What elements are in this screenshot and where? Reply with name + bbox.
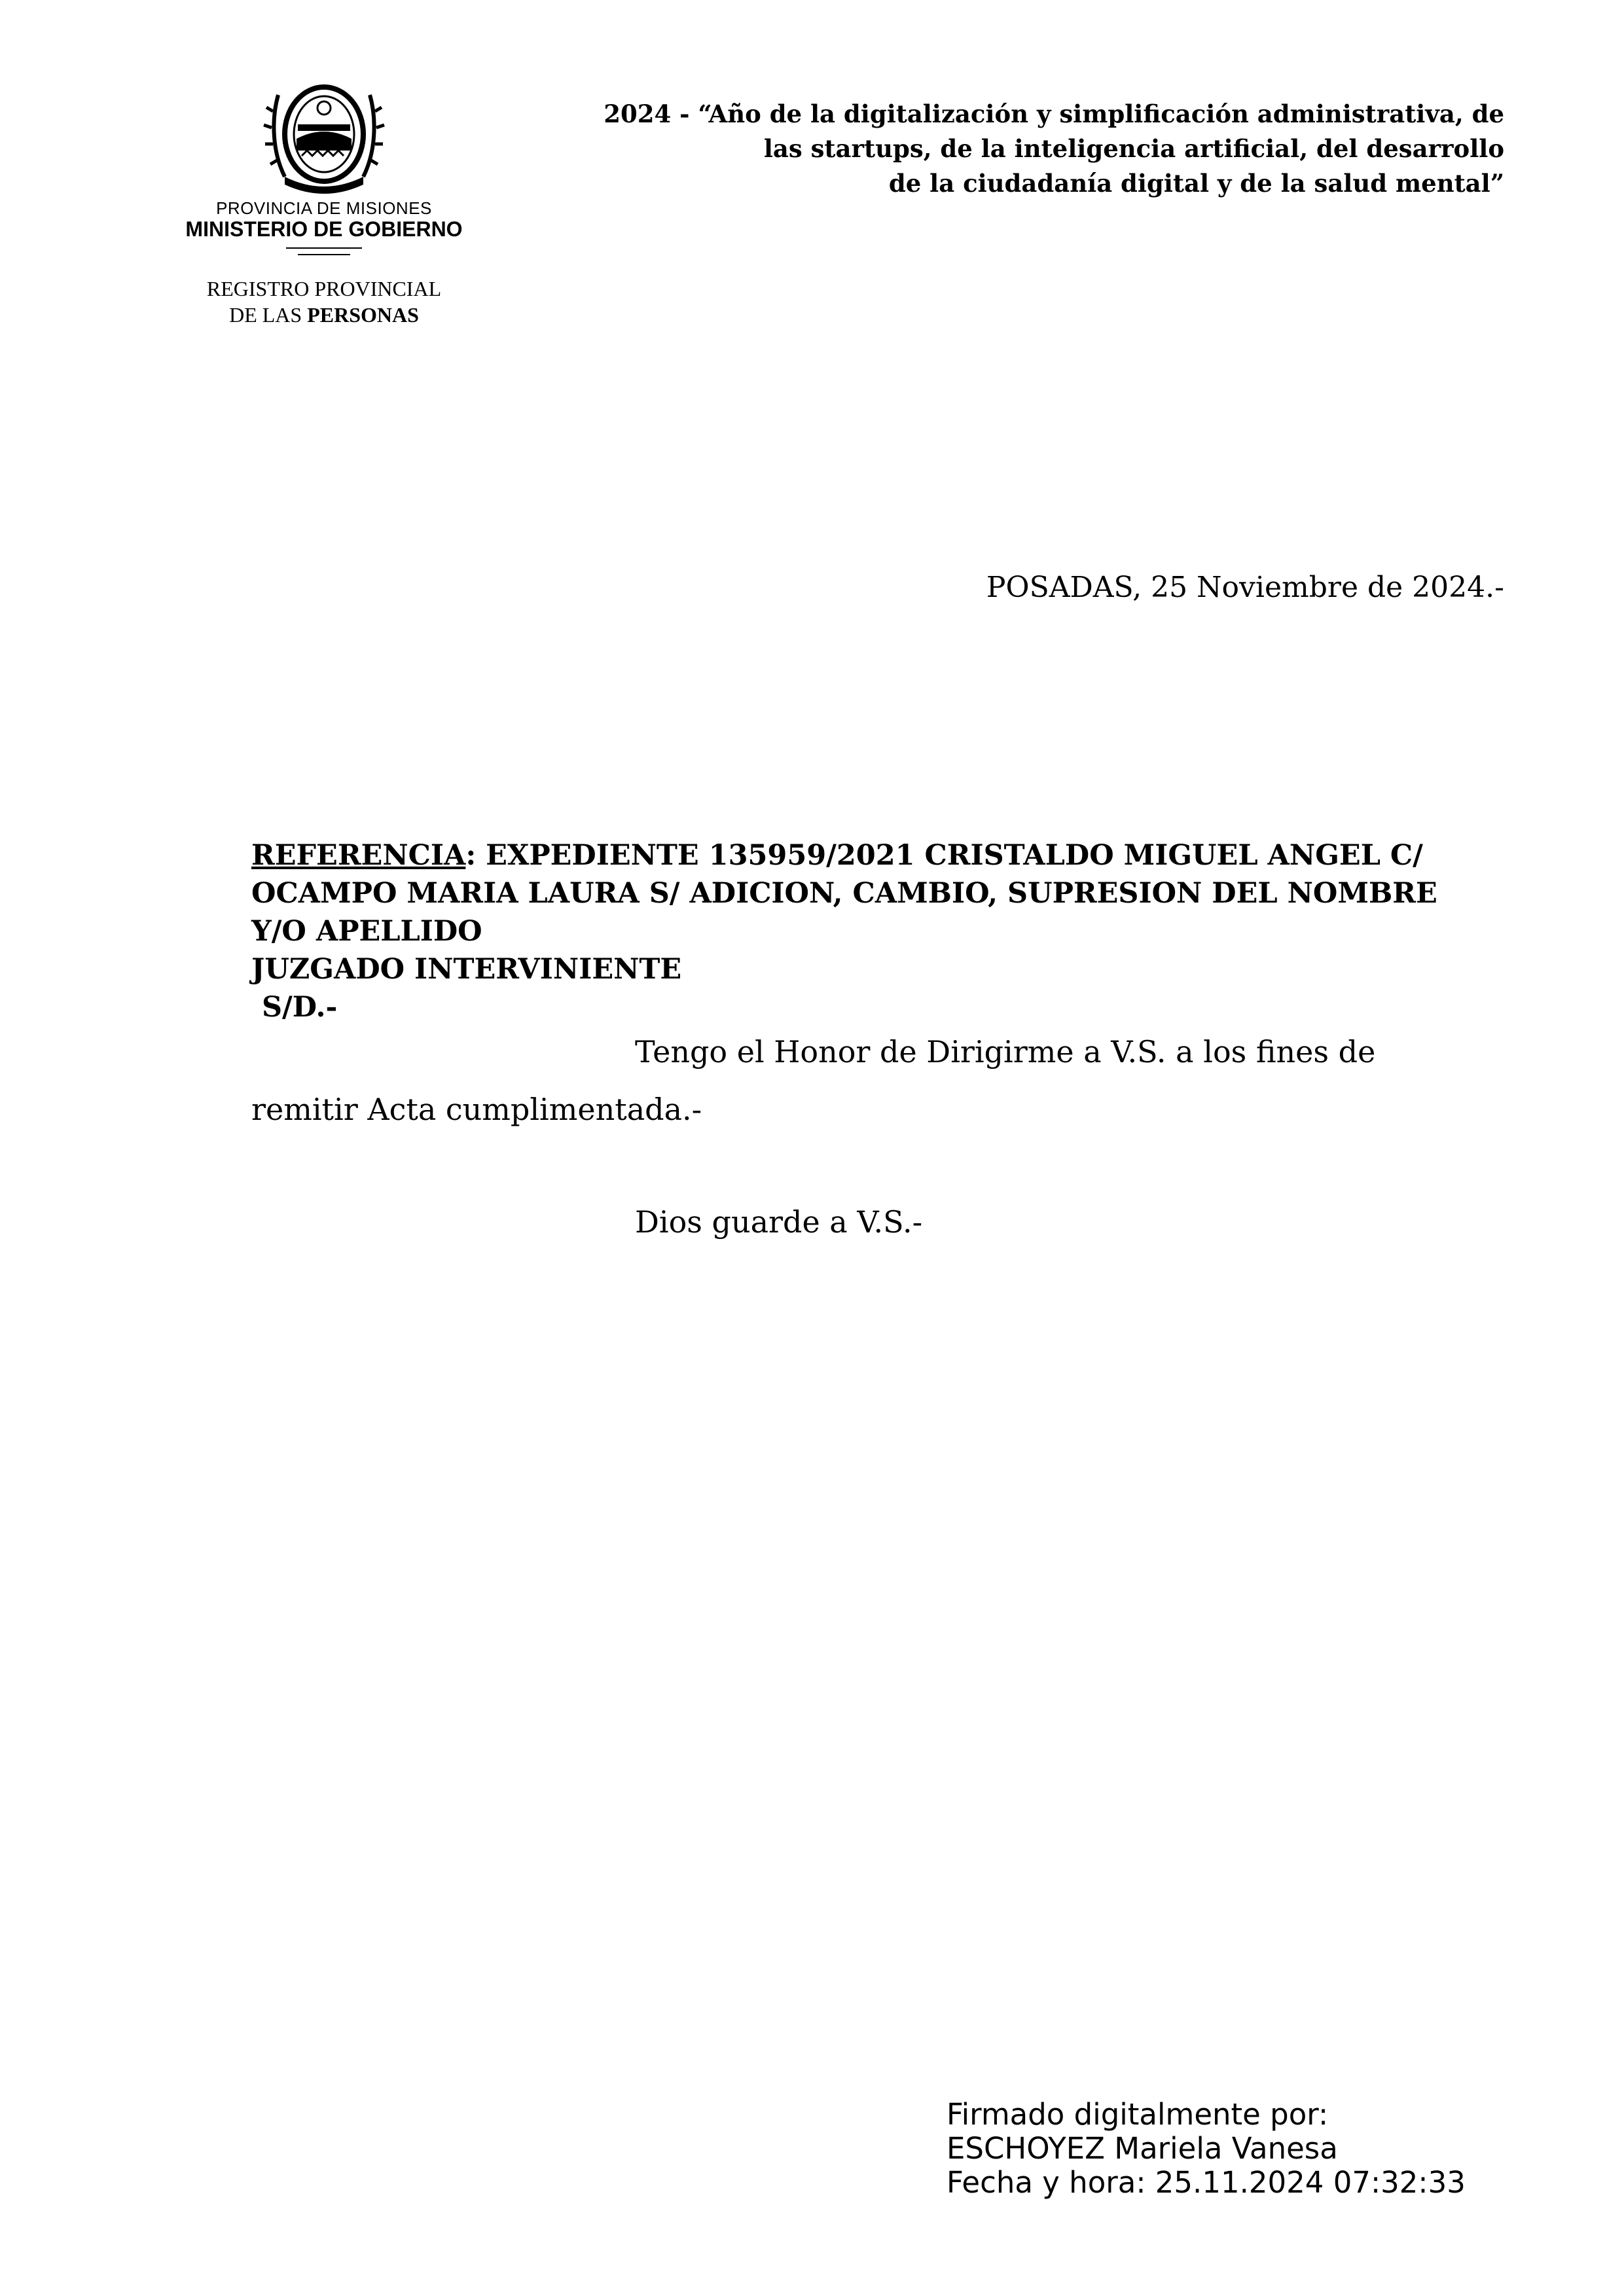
closing-line: Dios guarde a V.S.- xyxy=(635,1204,923,1240)
motto-line: de la ciudadanía digital y de la salud mental” xyxy=(888,169,1504,198)
date-line: POSADAS, 25 Noviembre de 2024.- xyxy=(986,571,1504,604)
reference-line-1: : EXPEDIENTE 135959/2021 CRISTALDO MIGUEL ANGEL C/ xyxy=(465,839,1423,872)
motto-line: 2024 - “Año de la digitalización y simplificación administrativa, de xyxy=(604,99,1504,128)
reference-line-2: OCAMPO MARIA LAURA S/ ADICION, CAMBIO, SUPRESION DEL NOMBRE xyxy=(251,877,1437,910)
body-line-1: Tengo el Honor de Dirigirme a V.S. a los fines de xyxy=(635,1034,1376,1069)
department-line-2-prefix: DE LAS xyxy=(229,303,302,327)
digital-signature-block xyxy=(947,2098,1536,2200)
provincial-seal-logo xyxy=(259,79,389,196)
letterhead-rule xyxy=(298,254,350,255)
department-line-2 xyxy=(164,303,484,327)
letterhead-rule xyxy=(286,247,362,249)
province-name: PROVINCIA DE MISIONES xyxy=(216,198,432,218)
recipient-line: JUZGADO INTERVINIENTE xyxy=(251,953,682,986)
reference-line-3: Y/O APELLIDO xyxy=(251,915,482,948)
signature-line-1: Firmado digitalmente por: xyxy=(947,2097,1329,2132)
sd-line: S/D.- xyxy=(262,991,338,1024)
department-line-2-bold: PERSONAS xyxy=(307,303,419,327)
reference-label: REFERENCIA xyxy=(251,839,466,872)
year-motto xyxy=(522,97,1504,201)
motto-line: las startups, de la inteligencia artificial, del desarrollo xyxy=(763,134,1504,163)
body-line-2: remitir Acta cumplimentada.- xyxy=(251,1092,702,1127)
signature-line-3: Fecha y hora: 25.11.2024 07:32:33 xyxy=(947,2165,1466,2200)
reference-line xyxy=(251,836,1515,874)
reference-block xyxy=(251,836,1515,1026)
ministry-name: MINISTERIO DE GOBIERNO xyxy=(185,217,463,241)
signature-line-2: ESCHOYEZ Mariela Vanesa xyxy=(947,2131,1338,2166)
department-line-1: REGISTRO PROVINCIAL xyxy=(206,277,442,300)
